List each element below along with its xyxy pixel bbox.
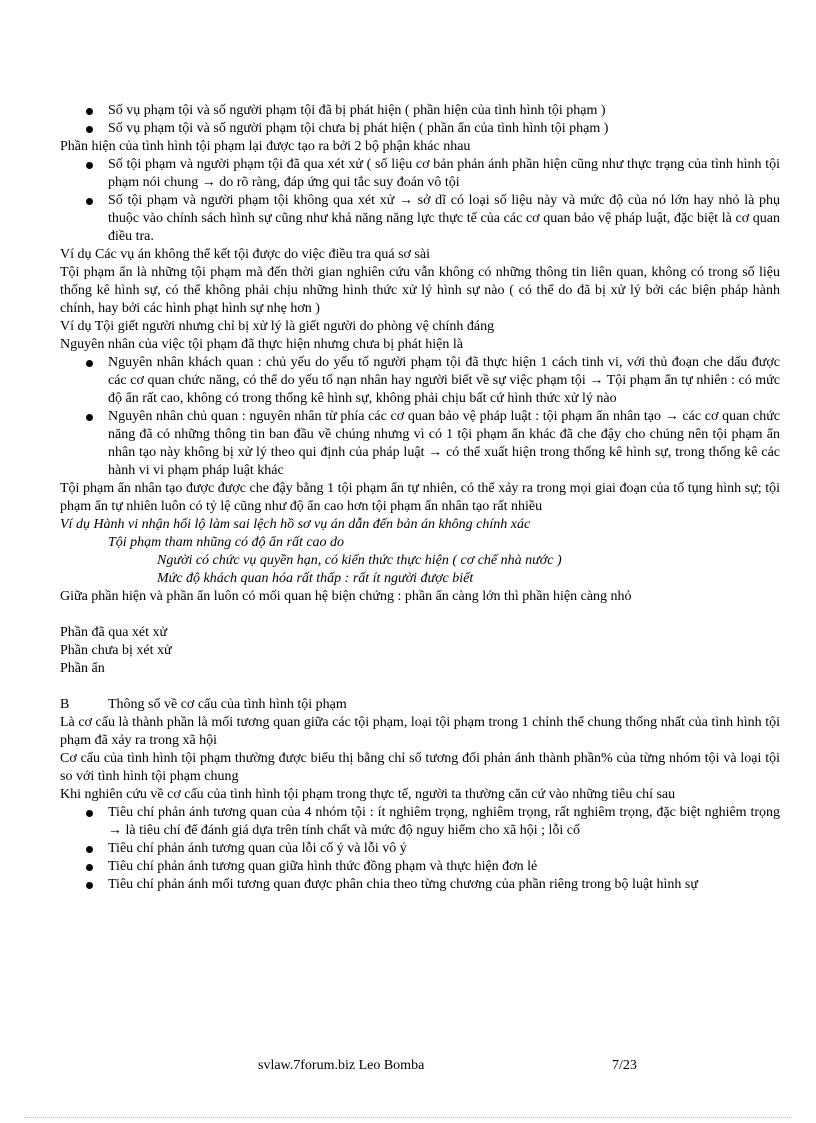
paragraph: Phần hiện của tình hình tội phạm lại được tạo ra bởi 2 bộ phận khác nhau [60,139,471,154]
page-footer [0,1057,816,1075]
bullet-list [60,354,780,480]
paragraph: Khi nghiên cứu về cơ cấu của tình hình tội phạm trong thực tế, người ta thường căn cứ vào những tiêu chí sau [60,787,676,802]
paragraph: Tội phạm ẩn nhân tạo được được che đậy bằng 1 tội phạm ẩn tự nhiên, có thể xảy ra trong mọi giai đoạn của tố tụng hình sự; tội phạm ẩn tự nhiên luôn có tỷ lệ cũng như độ ẩn cao hơn tội phạm ẩn nhân tạo rất nhiều [60,481,780,514]
page-number: 7/23 [612,1058,637,1073]
diagram-label: Phần đã qua xét xử [60,625,168,640]
paragraph: Là cơ cấu là thành phần là mối tương quan giữa các tội phạm, loại tội phạm trong 1 chỉnh thể chung thống nhất của tình hình tội phạm đã xảy ra trong xã hội [60,715,780,748]
list-item: Tiêu chí phản ánh mối tương quan được phân chia theo từng chương của phần riêng trong bộ luật hình sự [60,876,780,894]
bullet-list [60,156,780,246]
list-item: Nguyên nhân khách quan : chủ yếu do yếu tố người phạm tội đã thực hiện 1 cách tinh vi, với thủ đoạn che dấu được các cơ quan chức năng, có thể do yếu tố nạn nhân hay người biết về sự việc phạm tội → Tội phạm ẩn tự nhiên : có mức độ ẩn rất cao, không có trong thống kê hình sự, không phải chịu bất cứ hình thức xử lý nào [60,354,780,408]
paragraph: Cơ cấu của tình hình tội phạm thường được biểu thị bằng chỉ số tương đối phản ánh thành phần% của từng nhóm tội và loại tội so với tình hình tội phạm chung [60,751,780,784]
paragraph: Nguyên nhân của việc tội phạm đã thực hiện nhưng chưa bị phát hiện là [60,337,463,352]
diagram-label: Phần ẩn [60,661,105,676]
list-item: Tiêu chí phản ánh tương quan của lỗi cố ý và lỗi vô ý [60,840,780,858]
diagram-label: Phần chưa bị xét xử [60,643,172,658]
section-letter: B [60,697,70,712]
list-item: Số tội phạm và người phạm tội đã qua xét xử ( số liệu cơ bản phản ánh phần hiện cũng như thực trạng của tình hình tội phạm nói chung → do rõ ràng, đáp ứng qui tắc suy đoán vô tội [60,156,780,192]
list-item: Tiêu chí phản ánh tương quan của 4 nhóm tội : ít nghiêm trọng, nghiêm trọng, rất nghiêm trọng, đặc biệt nghiêm trọng → là tiêu chí để đánh giá dựa trên tính chất và mức độ nguy hiểm cho xã hội ; lỗi cố [60,804,780,840]
paragraph: Tội phạm ẩn là những tội phạm mà đến thời gian nghiên cứu vẫn không có những thông tin liên quan, không có trong số liệu thống kê hình sự, có thể không phải chịu những hình thức xử lý hình sự nào ( có thể do đã bị xử lý bởi các biện pháp hành chính, hay bởi các hình phạt hình sự nhẹ hơn ) [60,265,780,316]
list-item: Tiêu chí phản ánh tương quan giữa hình thức đồng phạm và thực hiện đơn lẻ [60,858,780,876]
section-title: Thông số về cơ cấu của tình hình tội phạm [108,697,347,712]
example-line: Tội phạm tham nhũng có độ ẩn rất cao do [108,535,345,550]
example-line: Mức độ khách quan hóa rất thấp : rất ít người được biết [157,571,474,586]
example-line: Ví dụ Hành vi nhận hối lộ làm sai lệch hồ sơ vụ án dẫn đến bản án không chính xác [60,517,531,532]
list-item: Số vụ phạm tội và số người phạm tội chưa bị phát hiện ( phần ẩn của tình hình tội phạm ) [60,120,780,138]
bullet-list [60,804,780,894]
intro-bullet-list [60,102,780,138]
spacer [60,678,780,696]
example-line: Người có chức vụ quyền hạn, có kiến thức thực hiện ( cơ chế nhà nước ) [157,553,562,568]
list-item: Số tội phạm và người phạm tội không qua xét xử → sở dĩ có loại số liệu này và mức độ của nó lớn hay nhỏ là phụ thuộc vào chính sách hình sự cũng như khả năng năng lực thực tế của các cơ quan bảo vệ pháp luật, đặc biệt là cơ quan điều tra. [60,192,780,246]
example-paragraph: Ví dụ Các vụ án không thể kết tội được do việc điều tra quá sơ sài [60,247,430,262]
page-border-divider [24,1117,792,1118]
paragraph: Giữa phần hiện và phần ẩn luôn có mối quan hệ biện chứng : phần ẩn càng lớn thì phần hiện càng nhỏ [60,589,632,604]
spacer [60,606,780,624]
document-body [60,102,780,894]
list-item: Số vụ phạm tội và số người phạm tội đã bị phát hiện ( phần hiện của tình hình tội phạm ) [60,102,780,120]
example-paragraph: Ví dụ Tội giết người nhưng chỉ bị xử lý là giết người do phòng vệ chính đáng [60,319,495,334]
list-item: Nguyên nhân chủ quan : nguyên nhân từ phía các cơ quan bảo vệ pháp luật : tội phạm ẩn nhân tạo → các cơ quan chức năng đã có những thông tin ban đầu về chúng nhưng vì có 1 tội phạm ẩn khác đã che đậy cho chúng nên tội phạm ẩn nhân tạo này không bị xử lý theo qui định của pháp luật → có thể xuất hiện trong thống kê hình sự, trong thống kê các hành vi vi phạm pháp luật khác [60,408,780,480]
section-heading [60,696,780,714]
footer-source: svlaw.7forum.biz Leo Bomba [258,1058,425,1073]
